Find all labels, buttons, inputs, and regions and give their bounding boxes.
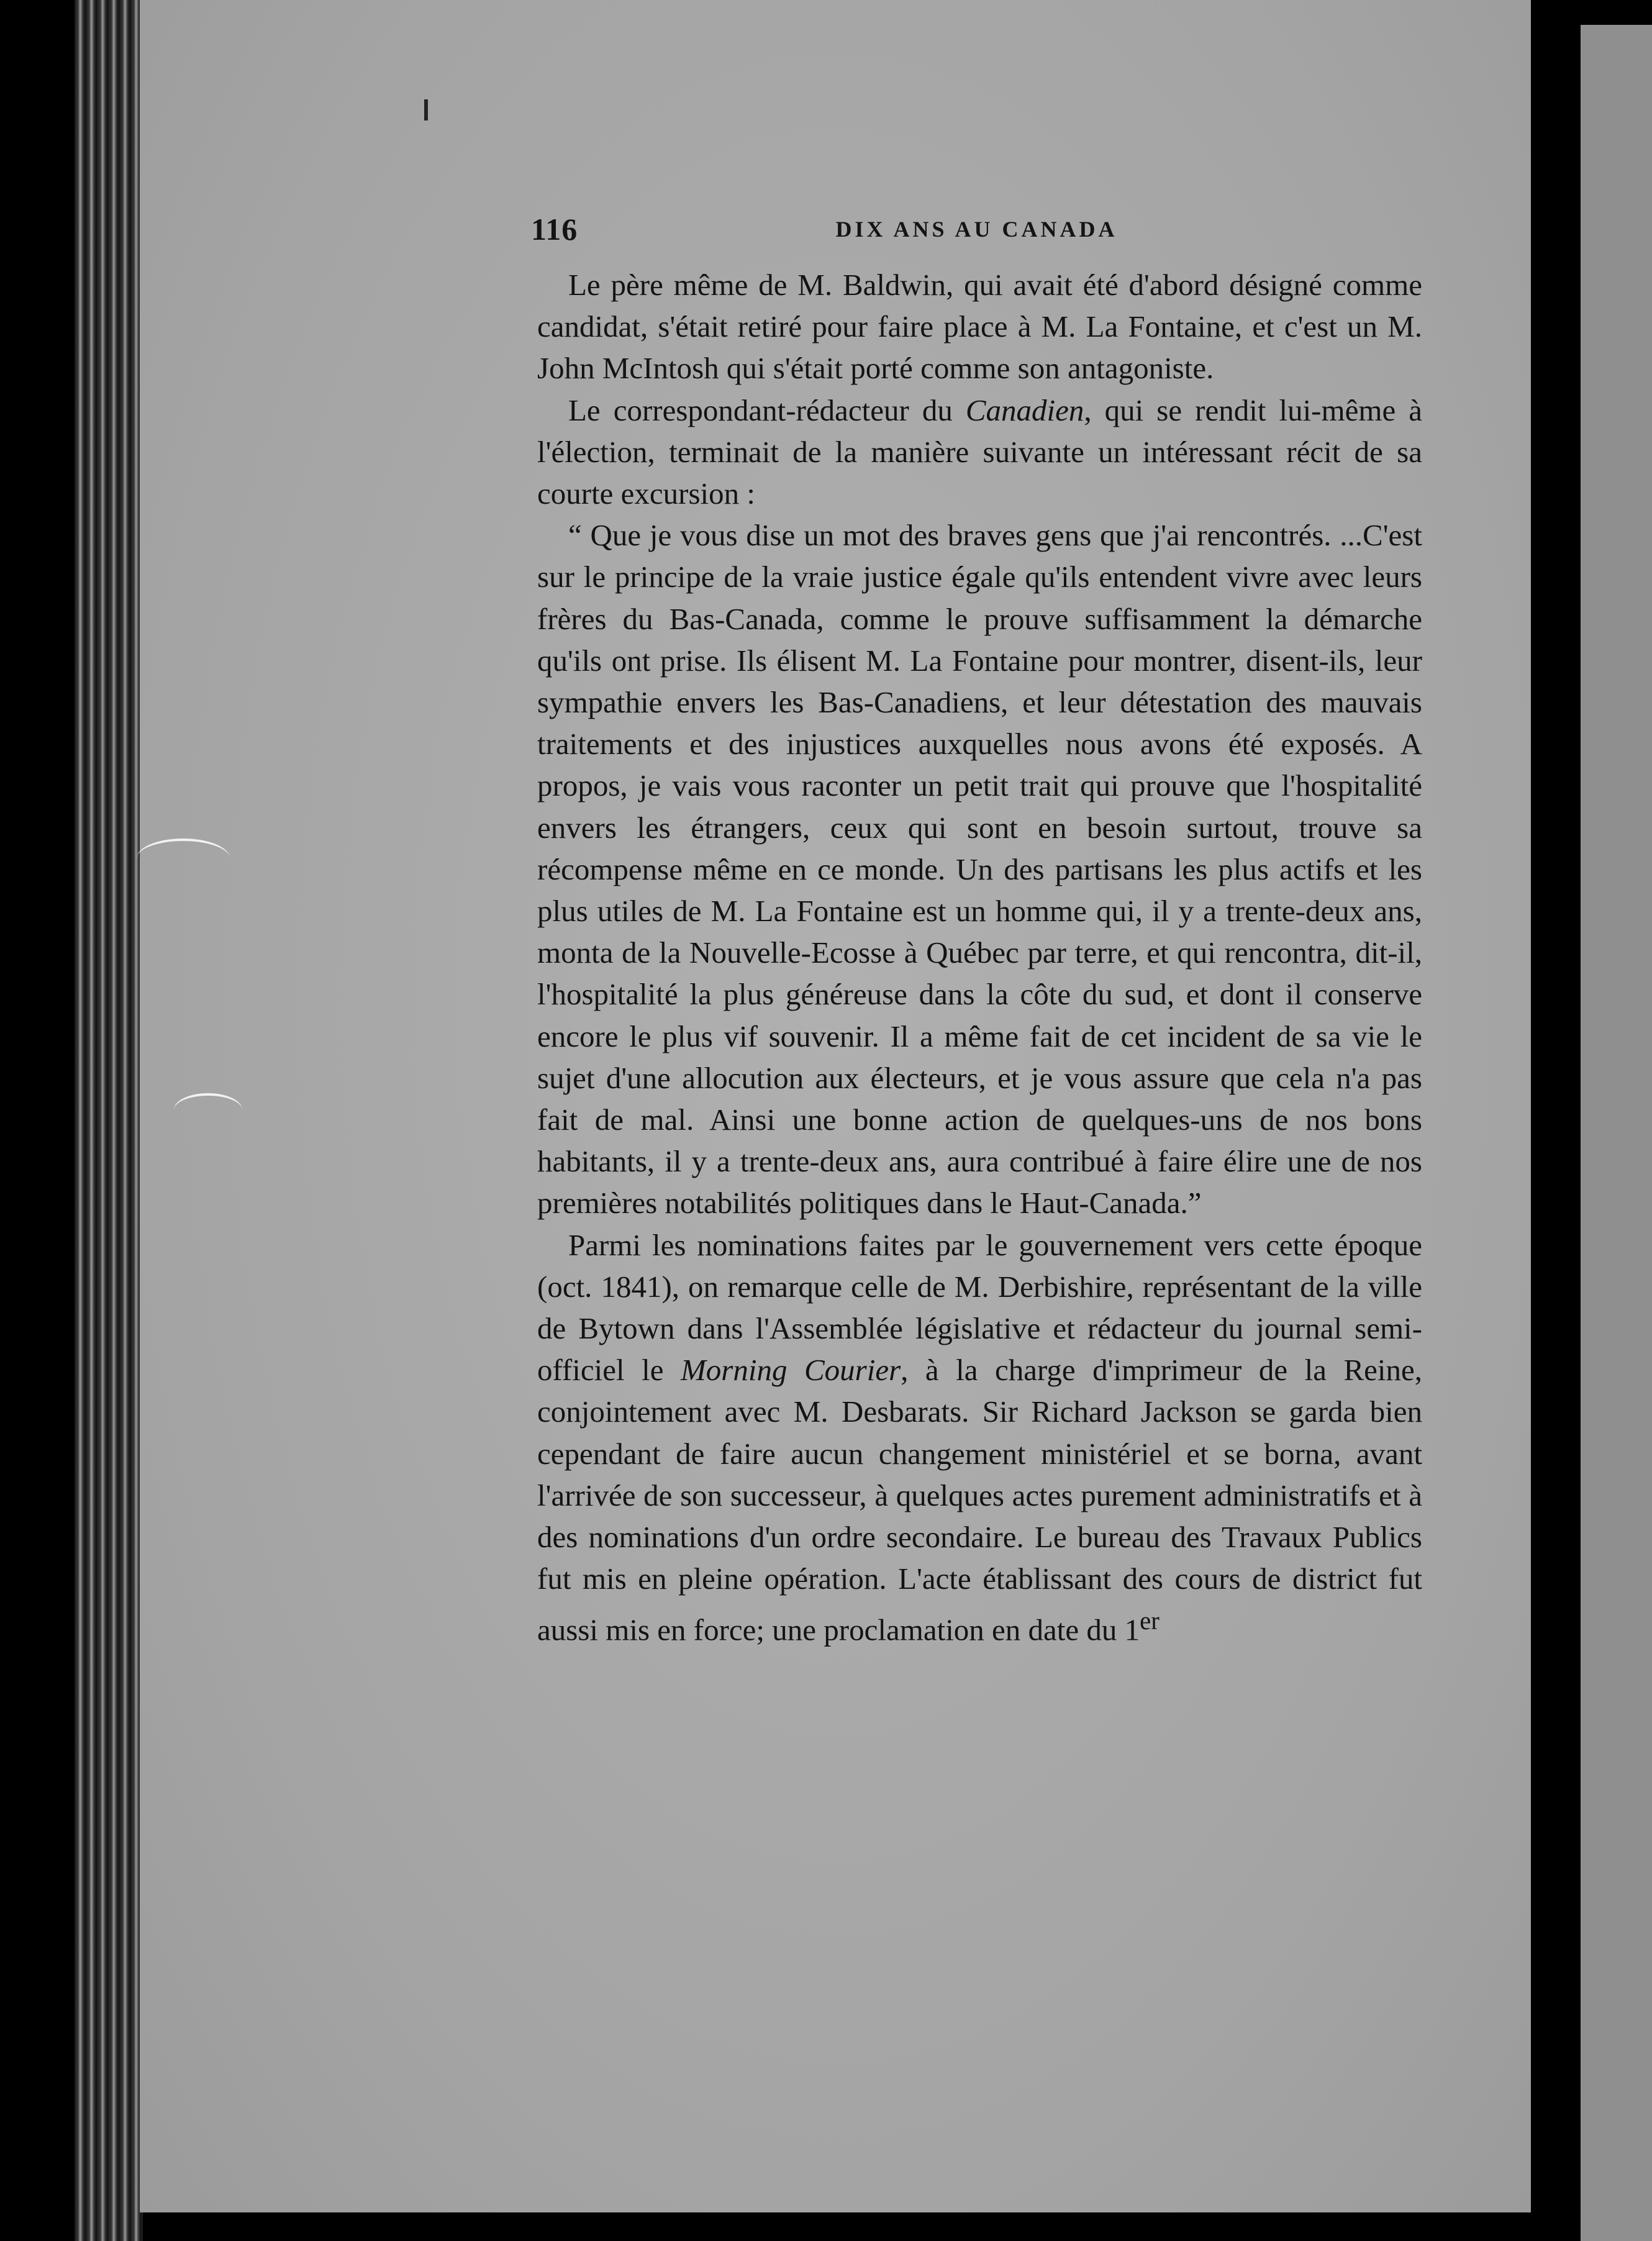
- page-number: 116: [531, 212, 578, 247]
- paragraph: Le père même de M. Baldwin, qui avait été d'abord désigné comme candidat, s'était retiré pour faire place à M. La Fontaine, et c'est un M. John McIntosh qui s'était porté comme son antagoniste.: [537, 268, 1422, 386]
- facing-page-sliver: [1581, 25, 1652, 2241]
- paragraph: [537, 1224, 1422, 1650]
- scratch-mark: [174, 1093, 242, 1127]
- paragraph-text: , à la charge d'imprimeur de la Reine, conjointement avec M. Desbarats. Sir Richard Jackson se garda bien cependant de faire aucun changement ministériel et se borna, avant l'arrivée de son successeur, à quelques actes purement administratifs et à des nominations d'un ordre secondaire. Le bureau des Travaux Publics fut mis en pleine opération. L'acte établissant des cours de district fut aussi mis en force; une proclamation en date du 1: [537, 1353, 1422, 1647]
- paragraph-text: , qui se rendit lui-même à l'élection, terminait de la manière suivante un intéressant récit de sa courte excursion :: [537, 393, 1422, 511]
- running-title: DIX ANS AU CANADA: [835, 217, 1118, 242]
- quoted-paragraph: “ Que je vous dise un mot des braves gens que j'ai rencontrés. ...C'est sur le principe de la vraie justice égale qu'ils entendent vivre avec leurs frères du Bas-Canada, comme le prouve suffisamment la démarche qu'ils ont prise. Ils élisent M. La Fontaine pour montrer, disent-ils, leur sympathie envers les Bas-Canadiens, et leur détestation des mauvais traitements et des injustices auxquelles nous avons été exposés. A propos, je vais vous raconter un petit trait qui prouve que l'hospitalité envers les étrangers, ceux qui sont en besoin surtout, trouve sa récompense même en ce monde. Un des partisans les plus actifs et les plus utiles de M. La Fontaine est un homme qui, il y a trente-deux ans, monta de la Nouvelle-Ecosse à Québec par terre, et qui rencontra, dit-il, l'hospitalité la plus généreuse dans la côte du sud, et dont il conserve encore le plus vif souvenir. Il a même fait de cet incident de sa vie le sujet d'une allocution aux électeurs, et je vous assure que cela n'a pas fait de mal. Ainsi une bonne action de quelques-uns de nos bons habitants, il y a trente-deux ans, aura contribué à faire élire une de nos premières notabilités politiques dans le Haut-Canada.”: [537, 518, 1422, 1221]
- scan-tick-mark: [424, 99, 428, 120]
- body-text: [537, 264, 1422, 1650]
- paragraph: [537, 389, 1422, 515]
- newspaper-title: Morning Courier: [680, 1353, 901, 1388]
- scratch-mark: [137, 839, 230, 878]
- book-page-edges: [75, 0, 143, 2241]
- superscript: er: [1140, 1606, 1160, 1635]
- paragraph-text: Le correspondant-rédacteur du: [568, 393, 966, 427]
- page-header: [531, 211, 1422, 248]
- newspaper-title: Canadien: [965, 393, 1084, 427]
- paragraph-text: Parmi les nominations faites par le gouvernement vers cette époque (oct. 1841), on remarque celle de M. Derbishire, représentant de la ville de Bytown dans l'Assemblée législative et rédacteur du journal semi-officiel le: [537, 1227, 1422, 1388]
- book-gutter: [1531, 0, 1581, 2241]
